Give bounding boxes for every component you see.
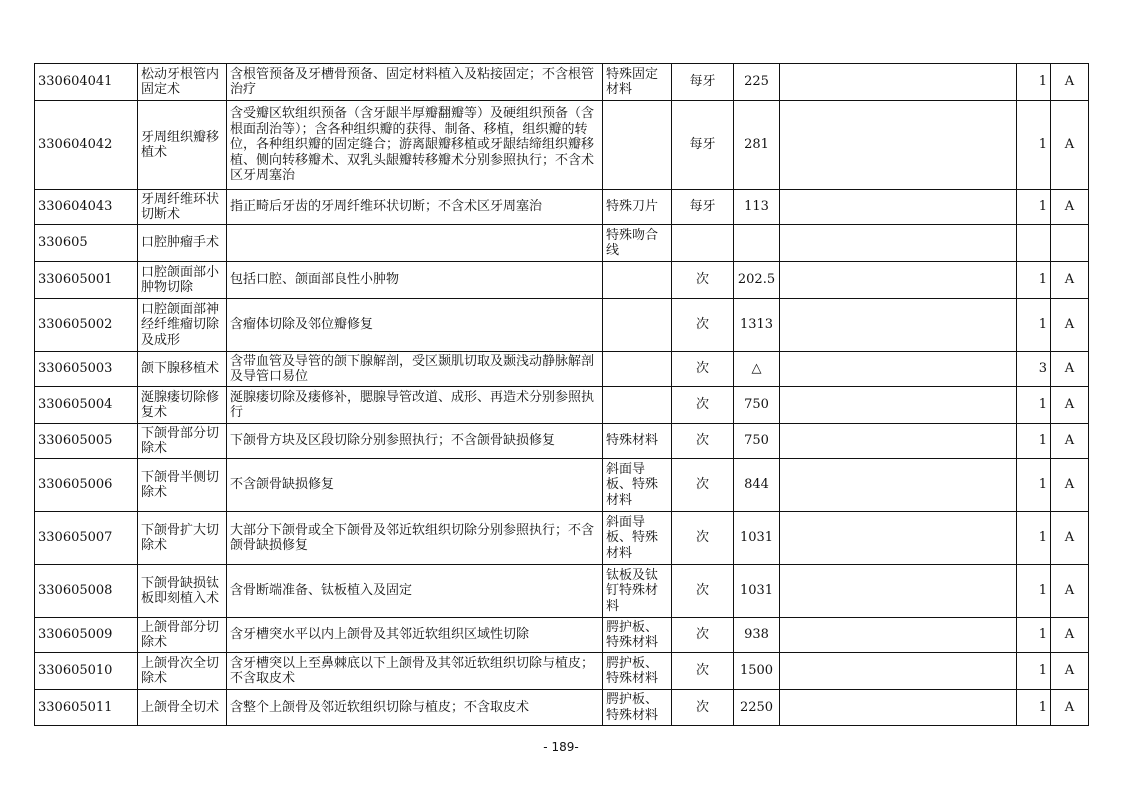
cell-content: 含整个上颌骨及邻近软组织切除与植皮；不含取皮术 xyxy=(227,690,603,726)
cell-unit: 次 xyxy=(672,387,734,424)
cell-price: 281 xyxy=(734,101,780,190)
cell-unit: 次 xyxy=(672,690,734,726)
cell-content: 含带血管及导管的颌下腺解剖，受区颞肌切取及颞浅动静脉解剖及导管口易位 xyxy=(227,352,603,387)
cell-name: 牙周纤维环状切断术 xyxy=(138,190,227,225)
cell-code: 330605005 xyxy=(35,424,138,459)
cell-content: 指正畸后牙齿的牙周纤维环状切断；不含术区牙周塞治 xyxy=(227,190,603,225)
cell-name: 涎腺瘘切除修复术 xyxy=(138,387,227,424)
cell-price: 113 xyxy=(734,190,780,225)
table-row xyxy=(35,424,1089,459)
cell-ratio: 1 xyxy=(1017,690,1051,726)
cell-extra: 腭护板、特殊材料 xyxy=(603,653,672,690)
cell-grade: A xyxy=(1051,190,1089,225)
cell-grade: A xyxy=(1051,101,1089,190)
cell-code: 330605010 xyxy=(35,653,138,690)
cell-ratio: 1 xyxy=(1017,299,1051,352)
cell-name: 松动牙根管内固定术 xyxy=(138,64,227,101)
cell-grade: A xyxy=(1051,512,1089,565)
cell-code: 330604042 xyxy=(35,101,138,190)
cell-ratio: 1 xyxy=(1017,387,1051,424)
cell-name: 上颌骨全切术 xyxy=(138,690,227,726)
cell-extra xyxy=(603,352,672,387)
cell-unit: 每牙 xyxy=(672,64,734,101)
cell-unit: 次 xyxy=(672,618,734,653)
cell-code: 330604041 xyxy=(35,64,138,101)
cell-ratio: 1 xyxy=(1017,459,1051,512)
cell-extra: 钛板及钛钉特殊材料 xyxy=(603,565,672,618)
cell-content: 大部分下颌骨或全下颌骨及邻近软组织切除分别参照执行；不含颌骨缺损修复 xyxy=(227,512,603,565)
table-row xyxy=(35,459,1089,512)
cell-name: 下颌骨扩大切除术 xyxy=(138,512,227,565)
cell-ratio xyxy=(1017,225,1051,262)
cell-name: 下颌骨部分切除术 xyxy=(138,424,227,459)
cell-price: 938 xyxy=(734,618,780,653)
table-row xyxy=(35,512,1089,565)
cell-ratio: 1 xyxy=(1017,424,1051,459)
cell-ratio: 1 xyxy=(1017,512,1051,565)
cell-ratio: 1 xyxy=(1017,101,1051,190)
cell-extra xyxy=(603,387,672,424)
cell-code: 330605003 xyxy=(35,352,138,387)
cell-note xyxy=(780,565,1017,618)
cell-unit: 次 xyxy=(672,459,734,512)
cell-code: 330605 xyxy=(35,225,138,262)
table-row xyxy=(35,690,1089,726)
cell-extra: 腭护板、特殊材料 xyxy=(603,618,672,653)
cell-name: 下颌骨半侧切除术 xyxy=(138,459,227,512)
cell-grade: A xyxy=(1051,424,1089,459)
cell-price: △ xyxy=(734,352,780,387)
cell-ratio: 1 xyxy=(1017,618,1051,653)
cell-grade: A xyxy=(1051,690,1089,726)
cell-name: 上颌骨次全切除术 xyxy=(138,653,227,690)
cell-unit: 次 xyxy=(672,512,734,565)
cell-price: 750 xyxy=(734,424,780,459)
cell-ratio: 3 xyxy=(1017,352,1051,387)
cell-content: 涎腺瘘切除及瘘修补，腮腺导管改道、成形、再造术分别参照执行 xyxy=(227,387,603,424)
cell-grade xyxy=(1051,225,1089,262)
cell-grade: A xyxy=(1051,618,1089,653)
cell-grade: A xyxy=(1051,459,1089,512)
cell-extra: 特殊刀片 xyxy=(603,190,672,225)
cell-note xyxy=(780,424,1017,459)
table-row xyxy=(35,64,1089,101)
table-row xyxy=(35,225,1089,262)
cell-note xyxy=(780,512,1017,565)
cell-unit: 次 xyxy=(672,424,734,459)
cell-price: 1500 xyxy=(734,653,780,690)
cell-content xyxy=(227,225,603,262)
cell-content: 含根管预备及牙槽骨预备、固定材料植入及粘接固定；不含根管治疗 xyxy=(227,64,603,101)
cell-content: 含受瓣区软组织预备（含牙龈半厚瓣翻瓣等）及硬组织预备（含根面刮治等）；含各种组织瓣的获得、制备、移植，组织瓣的转位，各种组织瓣的固定缝合；游离龈瓣移植或牙龈结缔组织瓣移植、侧向转移瓣术、双乳头龈瓣转移瓣术分别参照执行；不含术区牙周塞治 xyxy=(227,101,603,190)
cell-note xyxy=(780,618,1017,653)
table-row xyxy=(35,352,1089,387)
cell-extra: 斜面导板、特殊材料 xyxy=(603,459,672,512)
cell-grade: A xyxy=(1051,299,1089,352)
cell-code: 330605004 xyxy=(35,387,138,424)
cell-unit: 次 xyxy=(672,299,734,352)
cell-extra xyxy=(603,299,672,352)
cell-price: 1031 xyxy=(734,512,780,565)
cell-content: 不含颌骨缺损修复 xyxy=(227,459,603,512)
cell-price: 1313 xyxy=(734,299,780,352)
cell-content: 含骨断端准备、钛板植入及固定 xyxy=(227,565,603,618)
cell-code: 330604043 xyxy=(35,190,138,225)
cell-unit: 次 xyxy=(672,352,734,387)
cell-ratio: 1 xyxy=(1017,190,1051,225)
cell-code: 330605001 xyxy=(35,262,138,299)
cell-extra: 特殊材料 xyxy=(603,424,672,459)
cell-unit: 每牙 xyxy=(672,101,734,190)
cell-extra: 特殊固定材料 xyxy=(603,64,672,101)
cell-price xyxy=(734,225,780,262)
cell-unit xyxy=(672,225,734,262)
table-row xyxy=(35,190,1089,225)
cell-extra xyxy=(603,262,672,299)
cell-name: 下颌骨缺损钛板即刻植入术 xyxy=(138,565,227,618)
table-row xyxy=(35,387,1089,424)
cell-unit: 每牙 xyxy=(672,190,734,225)
cell-note xyxy=(780,459,1017,512)
cell-code: 330605009 xyxy=(35,618,138,653)
cell-name: 颌下腺移植术 xyxy=(138,352,227,387)
cell-content: 含牙槽突水平以内上颌骨及其邻近软组织区域性切除 xyxy=(227,618,603,653)
table-row xyxy=(35,618,1089,653)
cell-grade: A xyxy=(1051,565,1089,618)
cell-name: 牙周组织瓣移植术 xyxy=(138,101,227,190)
cell-ratio: 1 xyxy=(1017,64,1051,101)
cell-price: 1031 xyxy=(734,565,780,618)
cell-note xyxy=(780,262,1017,299)
cell-code: 330605011 xyxy=(35,690,138,726)
table-row xyxy=(35,299,1089,352)
cell-note xyxy=(780,352,1017,387)
cell-grade: A xyxy=(1051,653,1089,690)
table-row xyxy=(35,262,1089,299)
cell-extra: 斜面导板、特殊材料 xyxy=(603,512,672,565)
cell-grade: A xyxy=(1051,64,1089,101)
cell-ratio: 1 xyxy=(1017,653,1051,690)
cell-content: 含瘤体切除及邻位瓣修复 xyxy=(227,299,603,352)
cell-name: 口腔颌面部小肿物切除 xyxy=(138,262,227,299)
cell-unit: 次 xyxy=(672,653,734,690)
cell-unit: 次 xyxy=(672,565,734,618)
cell-content: 下颌骨方块及区段切除分别参照执行；不含颌骨缺损修复 xyxy=(227,424,603,459)
cell-price: 2250 xyxy=(734,690,780,726)
cell-note xyxy=(780,101,1017,190)
page-number: - 189- xyxy=(543,740,579,754)
cell-name: 口腔颌面部神经纤维瘤切除及成形 xyxy=(138,299,227,352)
cell-ratio: 1 xyxy=(1017,565,1051,618)
cell-price: 750 xyxy=(734,387,780,424)
cell-name: 上颌骨部分切除术 xyxy=(138,618,227,653)
cell-content: 包括口腔、颌面部良性小肿物 xyxy=(227,262,603,299)
cell-ratio: 1 xyxy=(1017,262,1051,299)
cell-extra: 特殊吻合线 xyxy=(603,225,672,262)
cell-code: 330605007 xyxy=(35,512,138,565)
table-row xyxy=(35,101,1089,190)
cell-note xyxy=(780,225,1017,262)
cell-price: 225 xyxy=(734,64,780,101)
cell-extra: 腭护板、特殊材料 xyxy=(603,690,672,726)
cell-name: 口腔肿瘤手术 xyxy=(138,225,227,262)
fee-schedule-table xyxy=(34,63,1089,726)
cell-note xyxy=(780,690,1017,726)
cell-note xyxy=(780,653,1017,690)
cell-grade: A xyxy=(1051,262,1089,299)
cell-code: 330605002 xyxy=(35,299,138,352)
cell-note xyxy=(780,299,1017,352)
cell-note xyxy=(780,64,1017,101)
cell-note xyxy=(780,387,1017,424)
cell-grade: A xyxy=(1051,352,1089,387)
cell-extra xyxy=(603,101,672,190)
cell-price: 202.5 xyxy=(734,262,780,299)
cell-price: 844 xyxy=(734,459,780,512)
cell-code: 330605006 xyxy=(35,459,138,512)
cell-grade: A xyxy=(1051,387,1089,424)
cell-code: 330605008 xyxy=(35,565,138,618)
cell-unit: 次 xyxy=(672,262,734,299)
table-row xyxy=(35,653,1089,690)
table-row xyxy=(35,565,1089,618)
cell-note xyxy=(780,190,1017,225)
cell-content: 含牙槽突以上至鼻棘底以下上颌骨及其邻近软组织切除与植皮；不含取皮术 xyxy=(227,653,603,690)
